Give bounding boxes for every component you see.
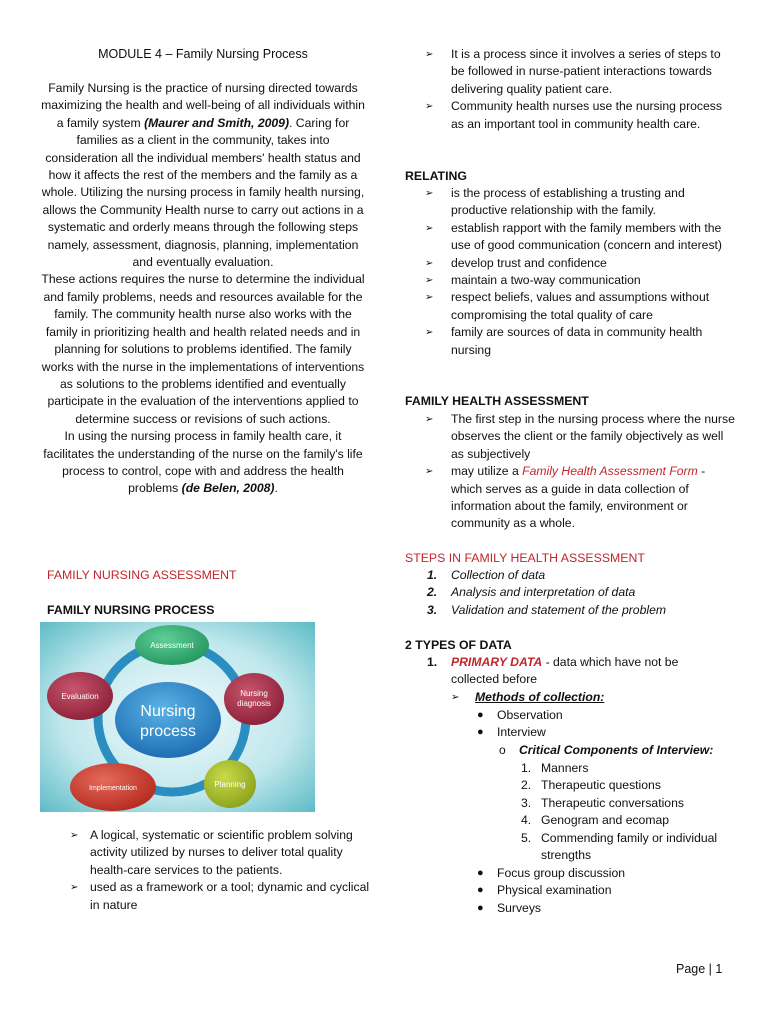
- family-nursing-process-heading: FAMILY NURSING PROCESS: [47, 603, 215, 617]
- family-nursing-assessment-heading: FAMILY NURSING ASSESSMENT: [47, 568, 237, 582]
- types-of-data-heading: 2 TYPES OF DATA: [405, 638, 512, 652]
- list-item: ➢ family are sources of data in community health nursing: [425, 325, 703, 357]
- arrow-bullet-icon: ➢: [425, 188, 434, 199]
- list-item: ● Observation: [405, 707, 735, 724]
- process-definition-list: [70, 827, 370, 914]
- list-item: 1. Collection of data: [427, 568, 546, 582]
- intro-text: [40, 80, 366, 498]
- critical-components-header: [405, 742, 735, 759]
- list-item: 3. Validation and statement of the problem: [427, 602, 666, 617]
- list-item: ● Physical examination: [405, 882, 735, 899]
- list-item: ➢ The first step in the nursing process where the nurse observes the client or the family objectively as well as subjectively: [425, 412, 735, 461]
- list-item: 4. Genogram and ecomap: [521, 813, 670, 828]
- arrow-bullet-icon: ➢: [425, 466, 434, 478]
- implementation-label: Implementation: [89, 785, 137, 792]
- planning-label: Planning: [214, 780, 246, 789]
- arrow-bullet-icon: ➢: [425, 414, 434, 425]
- family-health-assessment-heading: FAMILY HEALTH ASSESSMENT: [405, 394, 589, 408]
- page-number: Page | 1: [676, 962, 723, 976]
- bullet-icon: ●: [477, 726, 484, 739]
- list-item: 1. PRIMARY DATA - data which have not be collected before: [427, 655, 679, 687]
- bullet-icon: ●: [477, 901, 484, 914]
- steps-heading: STEPS IN FAMILY HEALTH ASSESSMENT: [405, 551, 645, 565]
- process-notes-list: [425, 46, 735, 133]
- arrow-bullet-icon: ➢: [70, 830, 79, 841]
- list-item: 2. Analysis and interpretation of data: [427, 585, 636, 600]
- circle-bullet-icon: o: [499, 743, 506, 757]
- arrow-bullet-icon: ➢: [425, 292, 434, 304]
- list-item: o Critical Components of Interview:: [405, 742, 735, 759]
- relating-heading: RELATING: [405, 169, 467, 183]
- types-list: [405, 654, 725, 689]
- list-item: ➢ used as a framework or a tool; dynamic and cyclical in nature: [70, 880, 370, 912]
- methods-label: Methods of collection:: [475, 690, 605, 704]
- arrow-bullet-icon: ➢: [425, 327, 434, 339]
- nursing-process-diagram: [40, 622, 315, 812]
- arrow-bullet-icon: ➢: [425, 222, 434, 234]
- list-item: 2. Therapeutic questions: [521, 778, 661, 793]
- arrow-bullet-icon: ➢: [425, 275, 434, 287]
- list-item: ➢ maintain a two-way communication: [425, 272, 735, 289]
- primary-data-label: PRIMARY DATA: [451, 655, 543, 669]
- arrow-bullet-icon: ➢: [425, 49, 434, 60]
- fha-list: [425, 411, 735, 533]
- module-title: MODULE 4 – Family Nursing Process: [98, 47, 308, 61]
- arrow-bullet-icon: ➢: [425, 101, 434, 113]
- relating-list: [425, 185, 735, 359]
- citation-maurer-smith: (Maurer and Smith, 2009): [144, 115, 289, 130]
- list-item: ➢ develop trust and confidence: [425, 255, 735, 272]
- list-item: ➢ It is a process since it involves a series of steps to be followed in nurse-patient interactions towards delivering quality patient care.: [425, 47, 721, 96]
- arrow-bullet-icon: ➢: [451, 692, 460, 703]
- citation-de-belen: (de Belen, 2008): [181, 481, 275, 496]
- list-item: ➢ establish rapport with the family members with the use of good communication (concern and interest): [425, 220, 722, 253]
- nursing-process-center: [115, 682, 221, 758]
- methods-list: [405, 707, 735, 742]
- list-item: 3. Therapeutic conversations: [521, 795, 684, 810]
- critical-components-list: [405, 760, 735, 864]
- center-label-2: process: [139, 723, 197, 740]
- list-item: 5. Commending family or individual strengths: [521, 830, 718, 863]
- list-item: ➢ Community health nurses use the nursing process as an important tool in community health care.: [425, 99, 722, 131]
- list-item: ➢ respect beliefs, values and assumptions without compromising the total quality of care: [425, 290, 710, 322]
- diagnosis-label-1: Nursing: [240, 689, 268, 698]
- intro-paragraph-3: In using the nursing process in family health care, it facilitates the understanding of the nurse on the family's life process to control, cope with and address the health problems (de Belen, 2008).: [43, 429, 363, 496]
- list-item: ● Interview: [405, 724, 735, 741]
- list-item: ➢ is the process of establishing a trusting and productive relationship with the family.: [425, 186, 685, 218]
- intro-paragraph-1: Family Nursing is the practice of nursing directed towards maximizing the health and well-being of all individuals within a family system (Maurer and Smith, 2009). Caring for families as a client in the community, takes into consideration all the individual members' health status and how it affects the rest of the members and the family as a whole. Utilizing the nursing process in family health nursing, allows the Community Health nurse to carry out actions in a systematic and orderly means through the following steps namely, assessment, diagnosis, planning, implementation and eventually evaluation.: [41, 81, 365, 270]
- evaluation-label: Evaluation: [61, 692, 99, 701]
- fha-form-name: Family Health Assessment Form: [522, 464, 698, 479]
- list-item: ● Focus group discussion: [405, 865, 735, 882]
- bullet-icon: ●: [477, 709, 484, 721]
- diagnosis-label-2: diagnosis: [237, 699, 271, 708]
- intro-paragraph-2: These actions requires the nurse to determine the individual and family problems, needs and resources available for the family. The community health nurse also works with the family in prioritizing health and health related needs and in planning for solutions to problems identified. The family works with the nurse in the implementations of interventions as solutions to the problems identified and eventually participate in the evaluation of the interventions applied to determine success or revisions of such actions.: [41, 272, 365, 426]
- bullet-icon: ●: [477, 884, 484, 897]
- bullet-icon: ●: [477, 867, 484, 879]
- list-item: 1. Manners: [521, 761, 589, 775]
- more-methods-list: [405, 865, 735, 917]
- arrow-bullet-icon: ➢: [425, 257, 434, 269]
- assessment-label: Assessment: [150, 641, 194, 650]
- steps-list: [405, 567, 735, 619]
- list-item: ➢ may utilize a Family Health Assessment Form - which serves as a guide in data collection of information about the family, environment or community as a whole.: [425, 464, 706, 531]
- list-item: ● Surveys: [405, 900, 735, 917]
- list-item: ➢ A logical, systematic or scientific problem solving activity utilized by nurses to deliver total quality health-care services to the patients.: [70, 828, 353, 877]
- center-label-1: Nursing: [140, 703, 196, 720]
- arrow-bullet-icon: ➢: [70, 882, 79, 894]
